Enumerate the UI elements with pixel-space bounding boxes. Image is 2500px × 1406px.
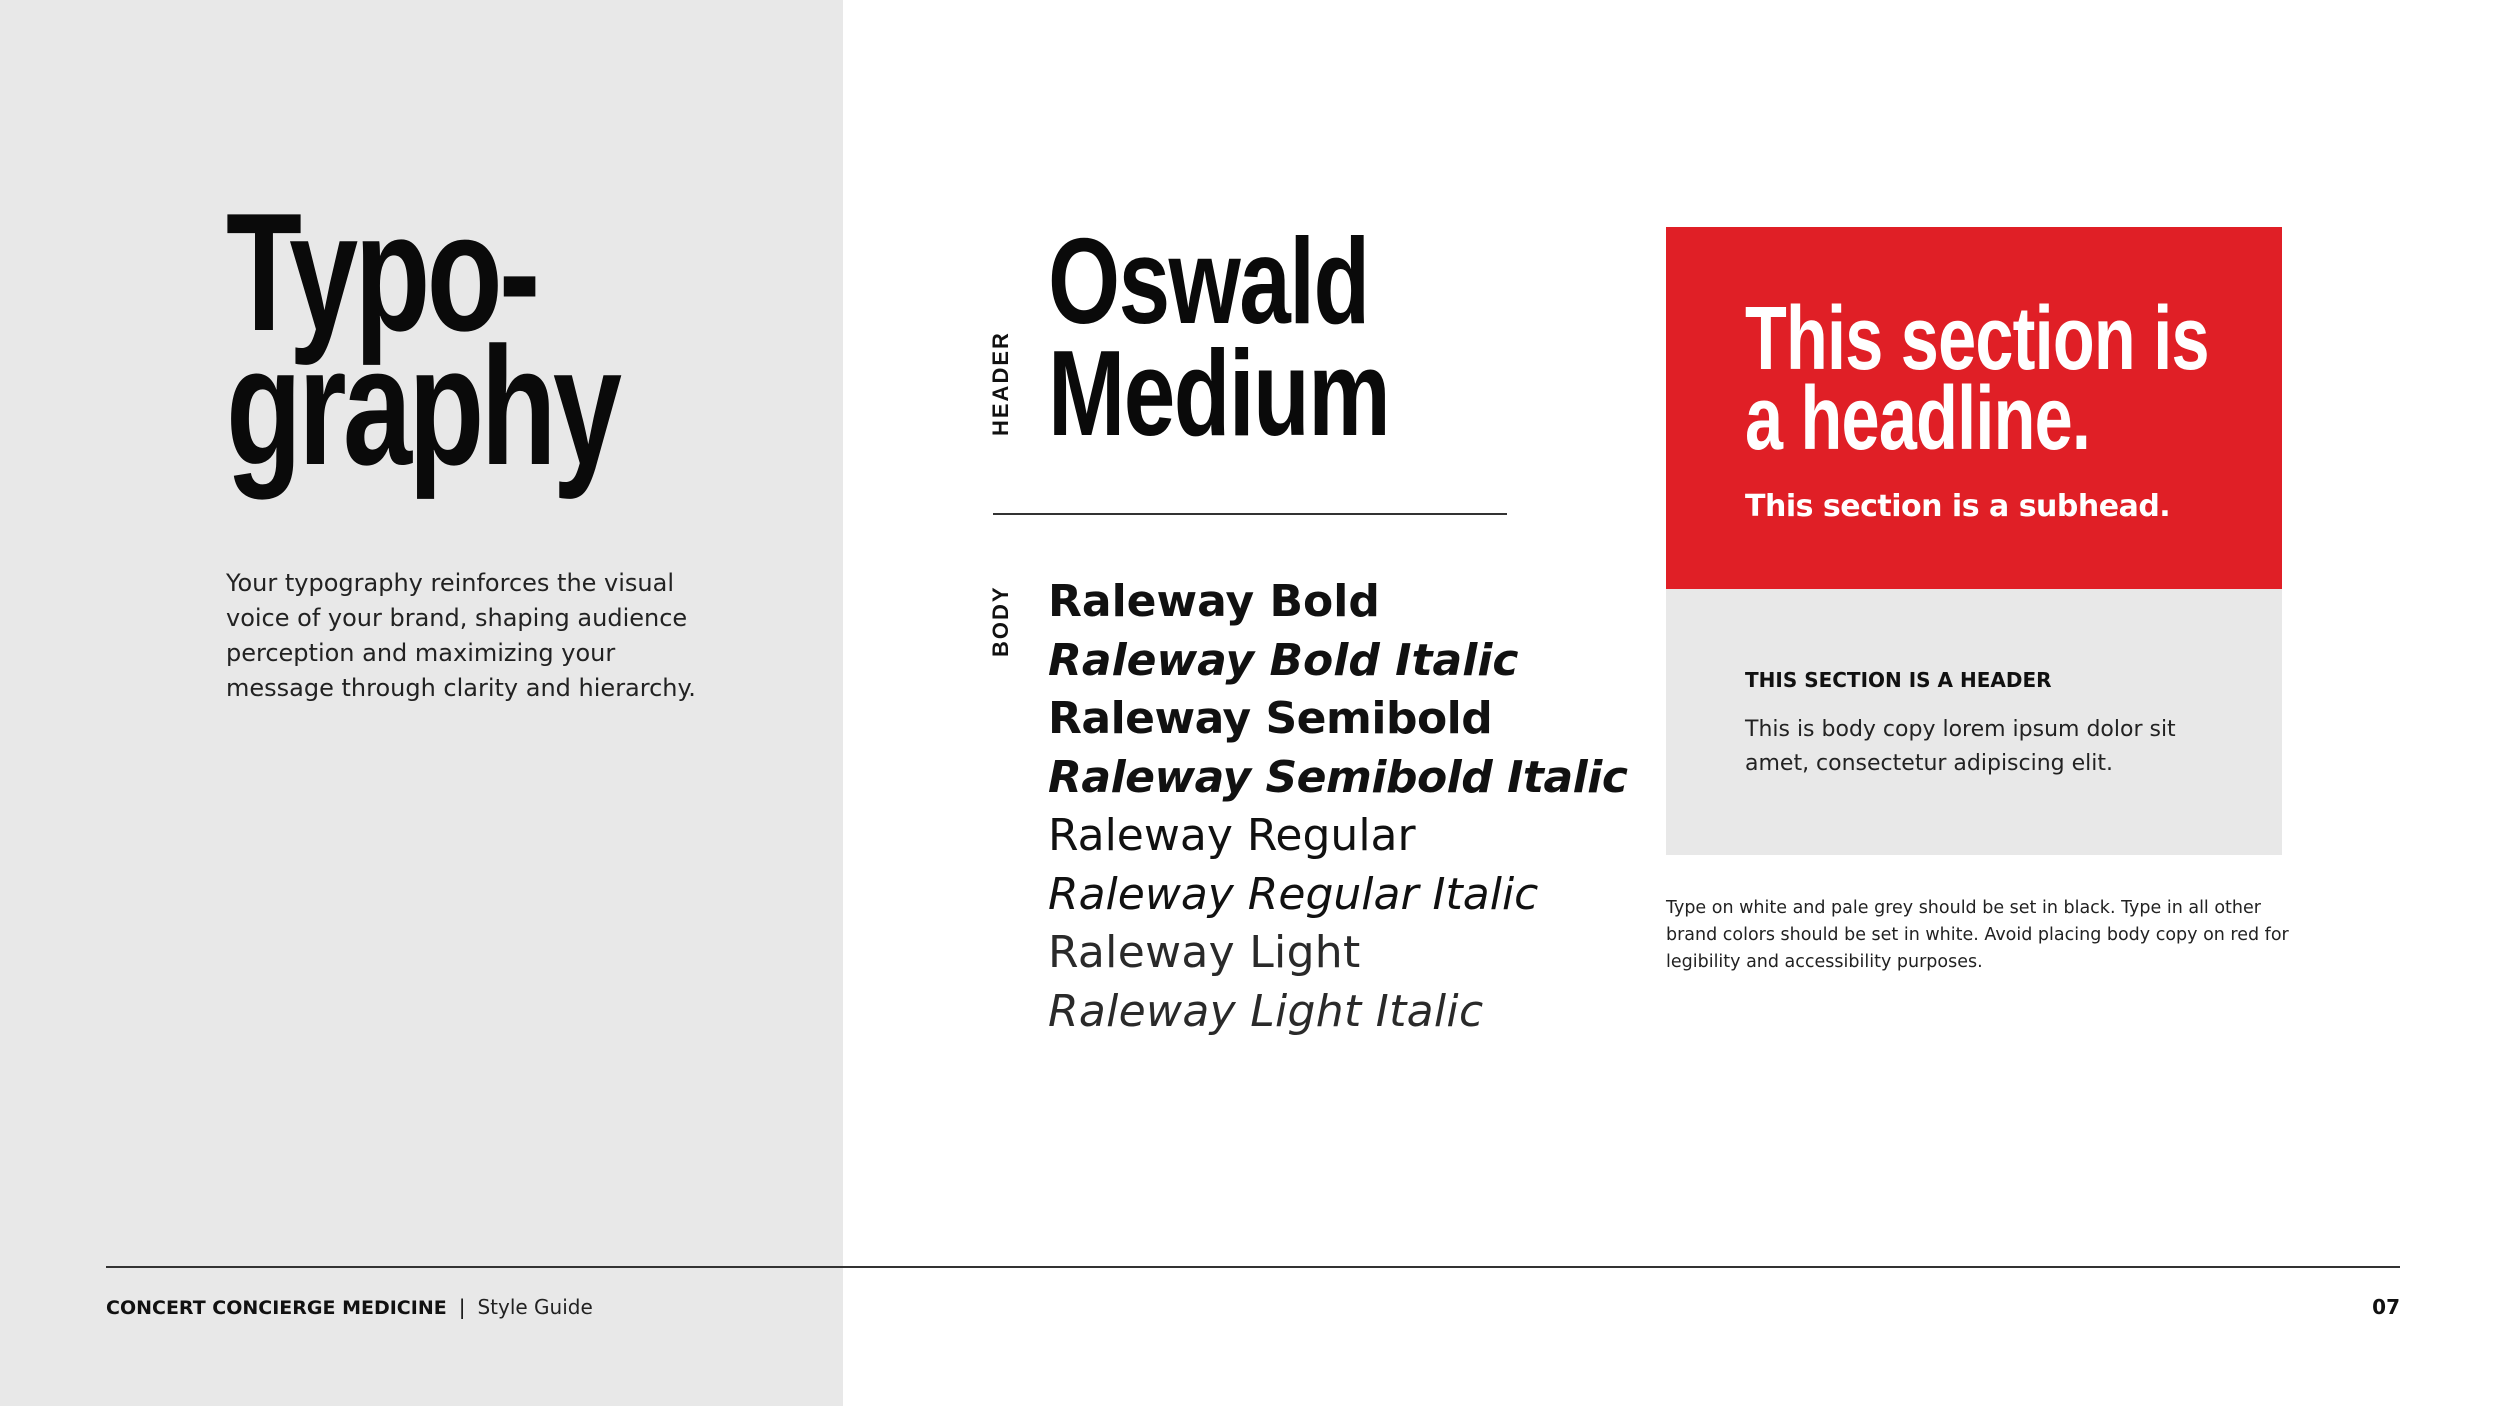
font-sample-regular: Raleway Regular — [1048, 810, 1416, 861]
font-sample-bold: Raleway Bold — [1048, 576, 1380, 627]
header-font-name — [1048, 213, 1390, 461]
font-sample-light-italic: Raleway Light Italic — [1048, 985, 1484, 1037]
page-title-line-1: Typo- — [226, 178, 537, 366]
sample-subhead: This section is a subhead. — [1745, 489, 2171, 524]
intro-paragraph: Your typography reinforces the visual voice of your brand, shaping audience perception and maximizing your message through clarity and hierarchy. — [226, 569, 696, 702]
font-sample-semibold: Raleway Semibold — [1048, 693, 1493, 744]
footer-divider — [106, 1266, 2400, 1268]
page-title-line-2: graphy — [226, 312, 619, 500]
font-sample-regular-italic: Raleway Regular Italic — [1048, 868, 1539, 920]
sample-header: THIS SECTION IS A HEADER — [1745, 668, 2052, 692]
sample-headline-line-2: a headline. — [1745, 369, 2091, 469]
footer — [106, 1292, 593, 1322]
font-sample-light: Raleway Light — [1048, 927, 1361, 978]
header-section-label: HEADER — [988, 331, 1013, 436]
section-divider — [993, 513, 1507, 515]
body-font-list — [1048, 573, 1627, 1041]
font-sample-bold-italic: Raleway Bold Italic — [1048, 634, 1519, 686]
footer-separator: | — [458, 1295, 466, 1319]
footer-doc-title: Style Guide — [477, 1295, 593, 1319]
red-sample-panel — [1666, 227, 2282, 589]
sample-headline-line-1: This section is — [1745, 289, 2209, 389]
header-font-line-1: Oswald — [1048, 213, 1369, 349]
grey-sample-panel — [1666, 589, 2282, 855]
font-sample-semibold-italic: Raleway Semibold Italic — [1048, 751, 1628, 803]
body-section-label: BODY — [988, 585, 1013, 657]
header-font-line-2: Medium — [1048, 325, 1390, 461]
usage-note: Type on white and pale grey should be set in black. Type in all other brand colors should be set in white. Avoid placing body copy on red for legibility and accessibility purposes. — [1666, 898, 2289, 972]
sample-body-copy: This is body copy lorem ipsum dolor sit amet, consectetur adipiscing elit. — [1745, 717, 2176, 776]
page-number: 07 — [2372, 1295, 2400, 1319]
page-title — [226, 178, 619, 500]
footer-brand: CONCERT CONCIERGE MEDICINE — [106, 1297, 447, 1319]
sample-headline — [1745, 289, 2209, 469]
